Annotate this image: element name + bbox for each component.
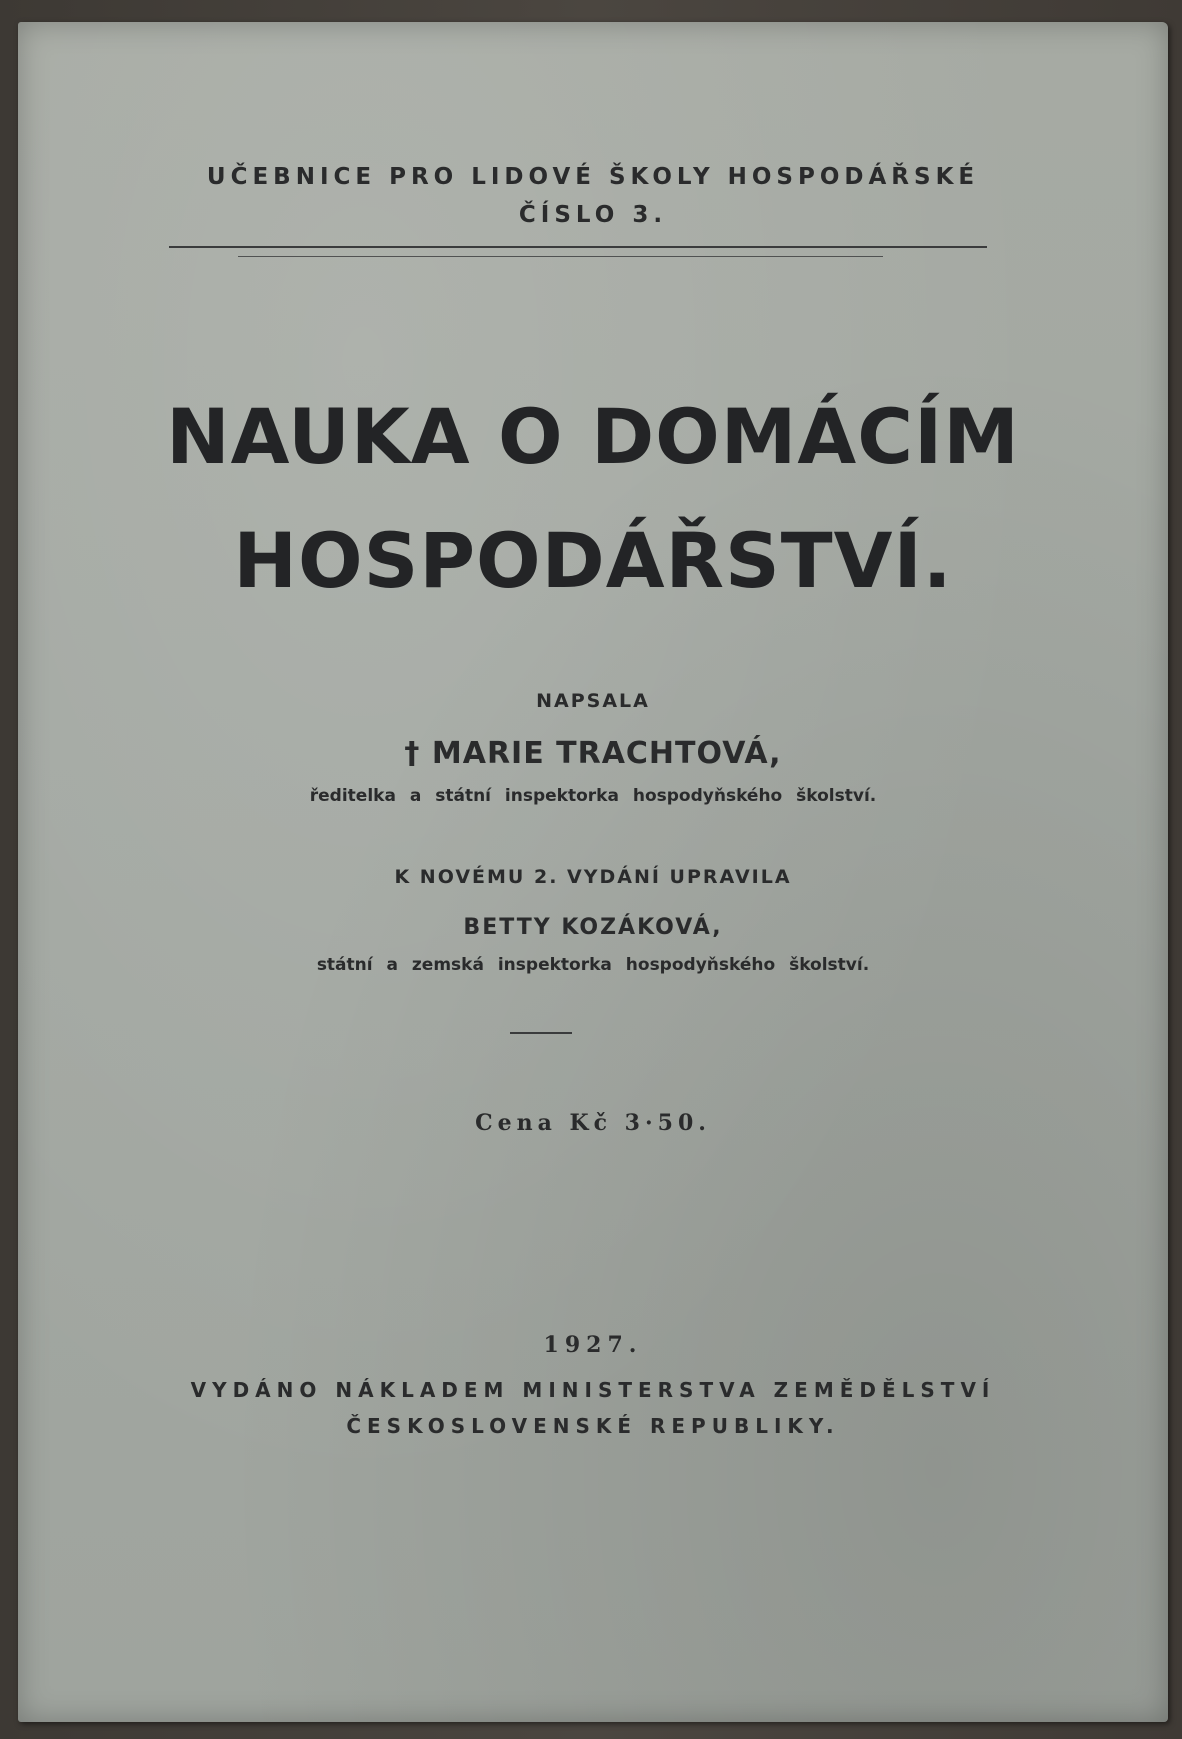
author-name: † MARIE TRACHTOVÁ, [404,736,782,771]
book-cover [18,22,1168,1722]
editor-role: státní a zemská inspektorka hospodyňského školství. [316,955,870,975]
price-label: Cena Kč 3·50. [475,1110,711,1136]
header-rule [169,246,987,248]
book-title-line2: HOSPODÁŘSTVÍ. [233,516,953,605]
book-title-line1: NAUKA O DOMÁCÍM [166,392,1020,481]
header-rule-thin [238,256,883,257]
editor-name: BETTY KOZÁKOVÁ, [463,915,723,940]
author-role: ředitelka a státní inspektorka hospodyňského školství. [309,786,877,806]
series-number: ČÍSLO 3. [518,202,668,228]
publisher-line2: ČESKOSLOVENSKÉ REPUBLIKY. [346,1414,840,1438]
edition-note: K NOVÉMU 2. VYDÁNÍ UPRAVILA [394,866,792,888]
written-by-label: NAPSALA [536,690,650,712]
series-title: UČEBNICE PRO LIDOVÉ ŠKOLY HOSPODÁŘSKÉ [206,164,980,190]
publication-year: 1927. [543,1332,643,1358]
publisher-line1: VYDÁNO NÁKLADEM MINISTERSTVA ZEMĚDĚLSTVÍ [190,1378,996,1402]
divider-rule [510,1032,572,1034]
